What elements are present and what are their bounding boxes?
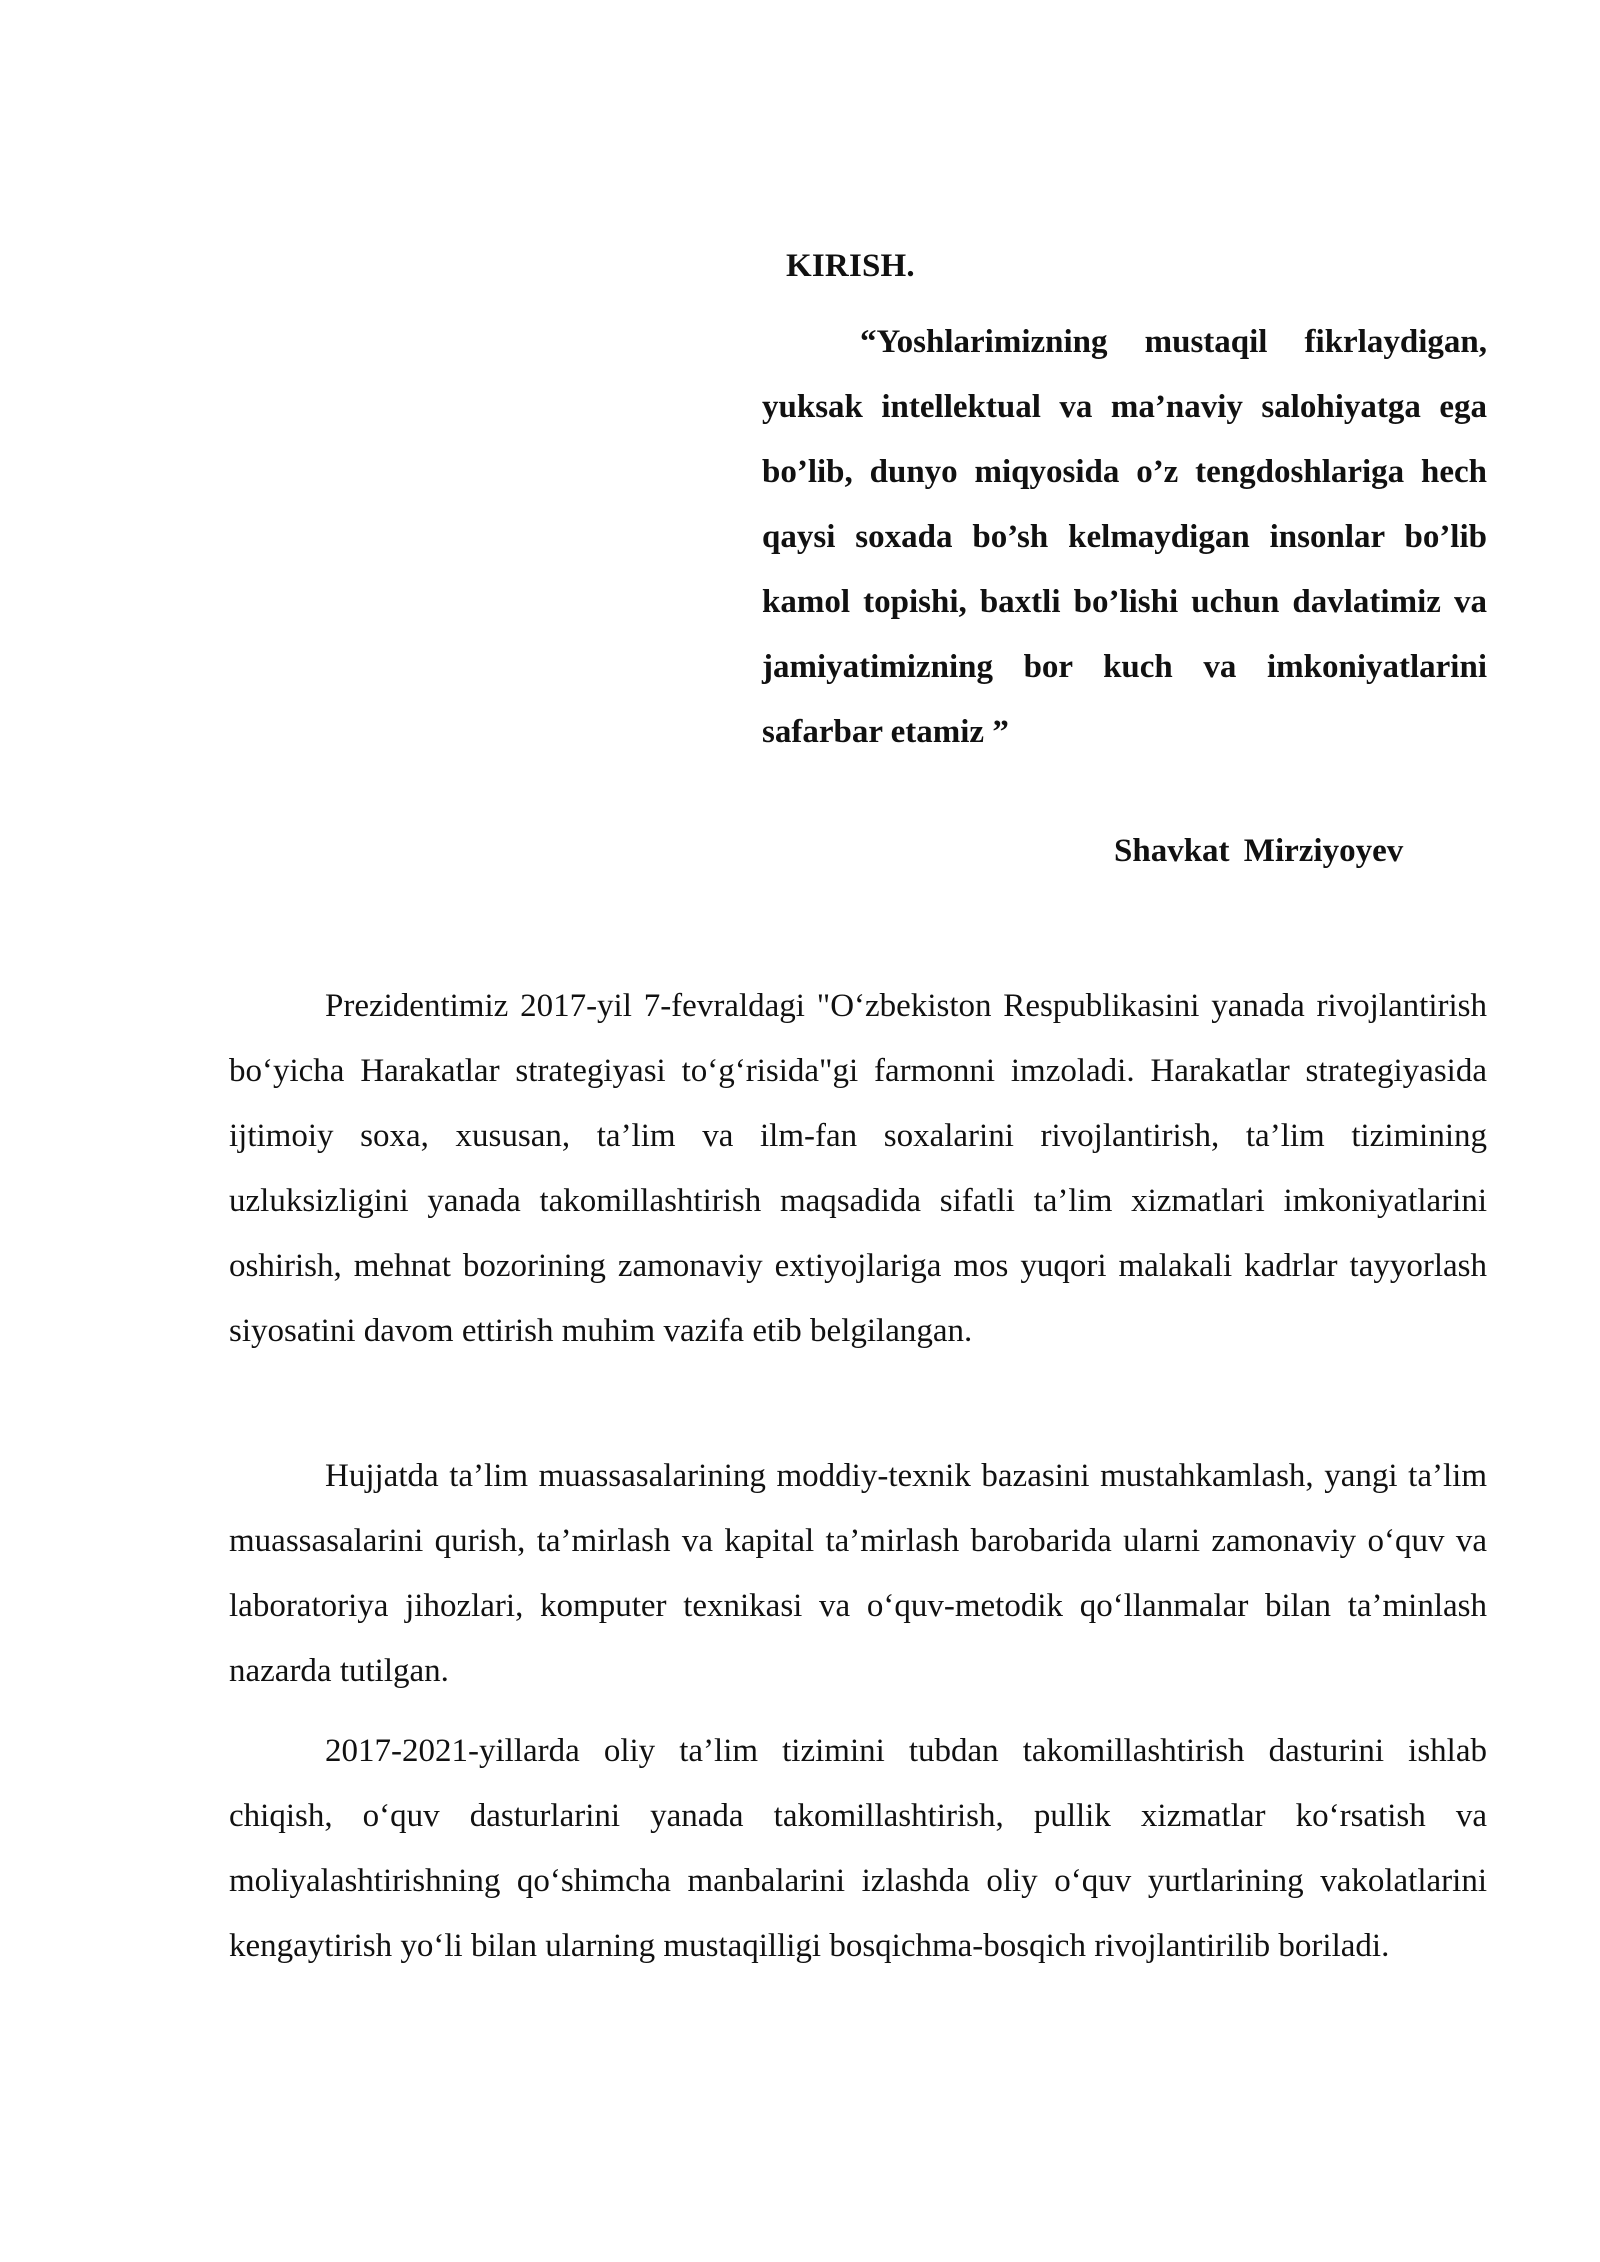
body-paragraph-1: Prezidentimiz 2017-yil 7-fevraldagi "O‘zbekiston Respublikasini yanada rivojlantirish bo‘yicha Harakatlar strategiyasi to‘g‘risida"gi farmonni imzoladi. Harakatlar strategiyasida ijtimoiy soxa, xususan, ta’lim va ilm-fan soxalarini rivojlantirish, ta’lim tizimining uzluksizligini yanada takomillashtirish maqsadida sifatli ta’lim xizmatlari imkoniyatlarini oshirish, mehnat bozorining zamonaviy extiyojlariga mos yuqori malakali kadrlar tayyorlash siyosatini davom ettirish muhim vazifa etib belgilangan. xyxy=(229,988,1487,1349)
body-paragraph-3: 2017-2021-yillarda oliy ta’lim tizimini tubdan takomillashtirish dasturini ishlab chiqish, o‘quv dasturlarini yanada takomillashtirish, pullik xizmatlar ko‘rsatish va moliyalashtirishning qo‘shimcha manbalarini izlashda oliy o‘quv yurtlarining vakolatlarini kengaytirish yo‘li bilan ularning mustaqilligi bosqichma-bosqich rivojlantirilib boriladi. xyxy=(229,1733,1487,1964)
body-paragraph-2: Hujjatda ta’lim muassasalarining moddiy-texnik bazasini mustahkamlash, yangi ta’lim muassasalarini qurish, ta’mirlash va kapital ta’mirlash barobarida ularni zamonaviy o‘quv va laboratoriya jihozlari, komputer texnikasi va o‘quv-metodik qo‘llanmalar bilan ta’minlash nazarda tutilgan. xyxy=(229,1458,1487,1689)
section-heading: KIRISH. xyxy=(786,248,915,284)
epigraph-quote: “Yoshlarimizning mustaqil fikrlaydigan, yuksak intellektual va ma’naviy salohiyatga ega bo’lib, dunyo miqyosida o’z tengdoshlariga hech qaysi soxada bo’sh kelmaydigan insonlar bo’lib kamol topishi, baxtli bo’lishi uchun davlatimiz va jamiyatimizning bor kuch va imkoniyatlarini safarbar etamiz ” xyxy=(762,324,1487,750)
epigraph-author: Shavkat Mirziyoyev xyxy=(1114,833,1404,869)
